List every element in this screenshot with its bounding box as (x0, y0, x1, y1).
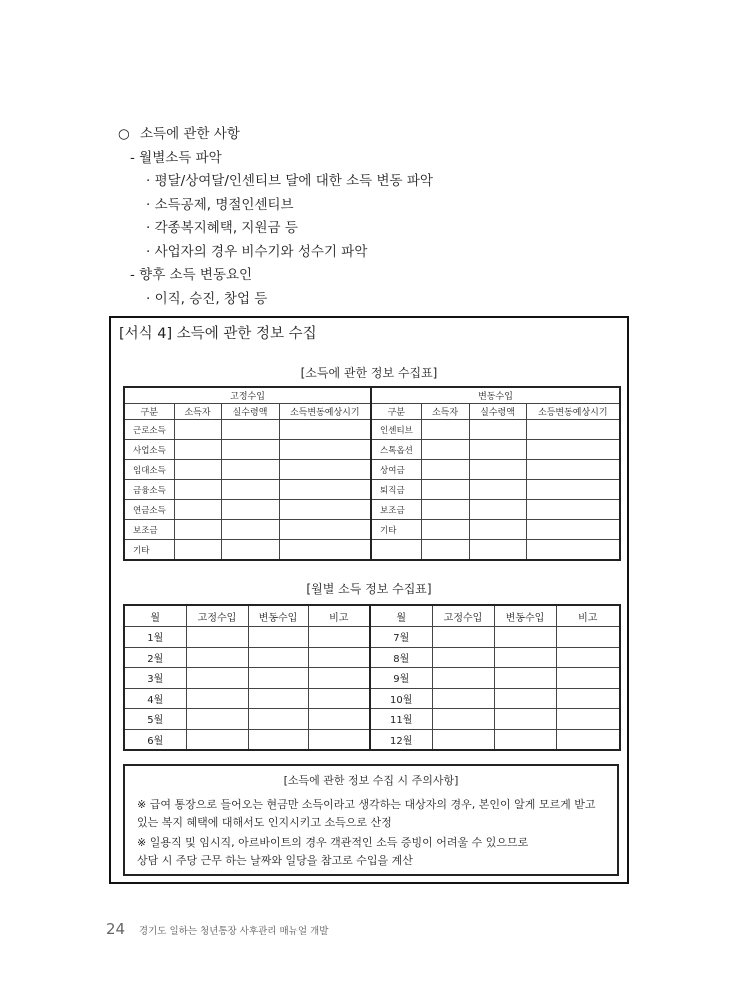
note-line: 상담 시 주당 근무 하는 날짜와 일당을 참고로 수입을 계산 (137, 854, 413, 867)
empty-cell (186, 668, 248, 689)
empty-cell (469, 480, 526, 500)
table-row (124, 668, 620, 689)
empty-cell (186, 709, 248, 730)
table-row (124, 688, 620, 709)
empty-cell (556, 688, 620, 709)
empty-cell (221, 520, 279, 540)
empty-cell (469, 420, 526, 440)
column-header: 변동수입 (248, 605, 308, 627)
empty-cell (186, 729, 248, 750)
empty-cell (248, 709, 308, 730)
column-header: 실수령액 (221, 404, 279, 420)
row-label: 인센티브 (371, 420, 421, 440)
empty-cell (248, 627, 308, 648)
column-header: 비고 (556, 605, 620, 627)
empty-cell (421, 420, 469, 440)
column-header: 소득자 (174, 404, 221, 420)
table-row (124, 627, 620, 648)
circle-bullet-icon: ○ (118, 126, 130, 142)
row-label: 보조금 (124, 520, 174, 540)
table2-caption: [월별 소득 정보 수집표] (306, 582, 432, 596)
notes-box (123, 764, 619, 876)
empty-cell (526, 420, 620, 440)
note-line: 있는 복지 혜택에 대해서도 인지시키고 소득으로 산정 (137, 816, 392, 829)
empty-cell (494, 729, 556, 750)
month-label: 4월 (124, 688, 186, 709)
empty-cell (279, 520, 371, 540)
empty-cell (308, 647, 370, 668)
table-row (124, 540, 620, 561)
column-header: 변동수입 (494, 605, 556, 627)
row-label: 상여금 (371, 460, 421, 480)
empty-cell (279, 460, 371, 480)
group-header-variable: 변동수입 (371, 387, 620, 404)
row-label: 기타 (124, 540, 174, 561)
empty-cell (174, 420, 221, 440)
column-header: 고정수입 (186, 605, 248, 627)
empty-cell (174, 480, 221, 500)
month-label: 2월 (124, 647, 186, 668)
month-label: 8월 (370, 647, 432, 668)
empty-cell (469, 460, 526, 480)
row-label: 보조금 (371, 500, 421, 520)
empty-cell (432, 688, 494, 709)
empty-cell (421, 440, 469, 460)
month-label: 5월 (124, 709, 186, 730)
empty-cell (308, 688, 370, 709)
row-label: 기타 (371, 520, 421, 540)
empty-cell (421, 520, 469, 540)
empty-cell (221, 420, 279, 440)
empty-cell (526, 540, 620, 561)
column-header: 실수령액 (469, 404, 526, 420)
empty-cell (494, 668, 556, 689)
outline-item: · 각종복지혜택, 지원금 등 (146, 220, 298, 236)
empty-cell (432, 709, 494, 730)
column-header: 구분 (124, 404, 174, 420)
empty-cell (221, 440, 279, 460)
month-label: 6월 (124, 729, 186, 750)
column-header: 소득변동예상시기 (279, 404, 371, 420)
income-info-table (123, 386, 621, 561)
outline-item: · 이직, 승진, 창업 등 (146, 290, 268, 307)
empty-cell (556, 647, 620, 668)
empty-cell (526, 440, 620, 460)
page-number: 24 (106, 920, 126, 938)
column-header: 월 (370, 605, 432, 627)
row-label: 퇴직금 (371, 480, 421, 500)
outline-subheading: - 월별소득 파악 (130, 149, 222, 166)
table-row (124, 440, 620, 460)
column-header: 고정수입 (432, 605, 494, 627)
empty-cell (494, 627, 556, 648)
empty-cell (469, 540, 526, 561)
notes-title: [소득에 관한 정보 수집 시 주의사항] (283, 774, 459, 787)
empty-cell (174, 440, 221, 460)
table-row (124, 647, 620, 668)
empty-cell (248, 668, 308, 689)
month-label: 3월 (124, 668, 186, 689)
empty-cell (526, 500, 620, 520)
empty-cell (174, 540, 221, 561)
row-label: 스톡옵션 (371, 440, 421, 460)
table-row (124, 460, 620, 480)
outline-heading: ○ 소득에 관한 사항 (118, 123, 433, 147)
empty-cell (248, 729, 308, 750)
empty-cell (421, 480, 469, 500)
empty-cell (221, 460, 279, 480)
empty-cell (279, 480, 371, 500)
empty-cell (494, 688, 556, 709)
table-row (124, 500, 620, 520)
empty-cell (432, 729, 494, 750)
form-4-box (109, 316, 629, 884)
empty-cell (494, 709, 556, 730)
month-label: 12월 (370, 729, 432, 750)
empty-cell (174, 500, 221, 520)
empty-cell (186, 647, 248, 668)
empty-cell (248, 647, 308, 668)
empty-cell (279, 540, 371, 561)
column-header: 구분 (371, 404, 421, 420)
table-row (124, 420, 620, 440)
empty-cell (421, 500, 469, 520)
column-header: 비고 (308, 605, 370, 627)
empty-cell (556, 668, 620, 689)
row-label: 임대소득 (124, 460, 174, 480)
empty-cell (221, 500, 279, 520)
outline-item: · 소득공제, 명절인센티브 (146, 196, 294, 213)
month-label: 10월 (370, 688, 432, 709)
row-label: 근로소득 (124, 420, 174, 440)
empty-cell (421, 460, 469, 480)
empty-cell (526, 520, 620, 540)
empty-cell (494, 647, 556, 668)
column-header: 소득자 (421, 404, 469, 420)
empty-cell (556, 709, 620, 730)
empty-cell (174, 520, 221, 540)
table-row (124, 709, 620, 730)
table-row (124, 729, 620, 750)
empty-cell (279, 420, 371, 440)
month-label: 9월 (370, 668, 432, 689)
empty-cell (248, 688, 308, 709)
month-label: 11월 (370, 709, 432, 730)
group-header-fixed: 고정수입 (124, 387, 371, 404)
empty-cell (174, 460, 221, 480)
footer-title: 경기도 일하는 청년통장 사후관리 매뉴얼 개발 (138, 926, 329, 937)
empty-cell (432, 668, 494, 689)
outline-item: · 평달/상여달/인센티브 달에 대한 소득 변동 파악 (146, 173, 433, 189)
empty-cell (221, 480, 279, 500)
empty-cell (186, 627, 248, 648)
empty-cell (432, 627, 494, 648)
monthly-income-table (123, 604, 621, 751)
table1-caption: [소득에 관한 정보 수집표] (300, 366, 438, 380)
table-row (124, 480, 620, 500)
empty-cell (279, 500, 371, 520)
page-footer (106, 920, 328, 938)
month-label: 1월 (124, 627, 186, 648)
note-line: ※ 급여 통장으로 들어오는 현금만 소득이라고 생각하는 대상자의 경우, 본인이 알게 모르게 받고 (137, 798, 596, 811)
empty-cell (556, 627, 620, 648)
empty-cell (469, 500, 526, 520)
empty-cell (308, 729, 370, 750)
empty-cell (221, 540, 279, 561)
empty-cell (526, 460, 620, 480)
empty-cell (308, 668, 370, 689)
column-header: 월 (124, 605, 186, 627)
empty-cell (432, 647, 494, 668)
outline-item: · 사업자의 경우 비수기와 성수기 파악 (146, 243, 368, 260)
form-title: [서식 4] 소득에 관한 정보 수집 (119, 326, 317, 342)
row-label: 사업소득 (124, 440, 174, 460)
empty-cell (526, 480, 620, 500)
empty-cell (308, 627, 370, 648)
empty-cell (279, 440, 371, 460)
month-label: 7월 (370, 627, 432, 648)
empty-cell (186, 688, 248, 709)
column-header: 소등변동예상시기 (526, 404, 620, 420)
row-label: 연금소득 (124, 500, 174, 520)
table-row (124, 520, 620, 540)
row-label: 금융소득 (124, 480, 174, 500)
empty-cell (421, 540, 469, 561)
note-line: ※ 일용직 및 임시직, 아르바이트의 경우 객관적인 소득 증빙이 어려울 수 있으므로 (137, 836, 529, 849)
empty-cell (469, 440, 526, 460)
empty-cell (556, 729, 620, 750)
row-label (371, 540, 421, 561)
empty-cell (308, 709, 370, 730)
empty-cell (469, 520, 526, 540)
outline-section (118, 123, 433, 311)
outline-subheading: - 향후 소득 변동요인 (130, 267, 253, 283)
